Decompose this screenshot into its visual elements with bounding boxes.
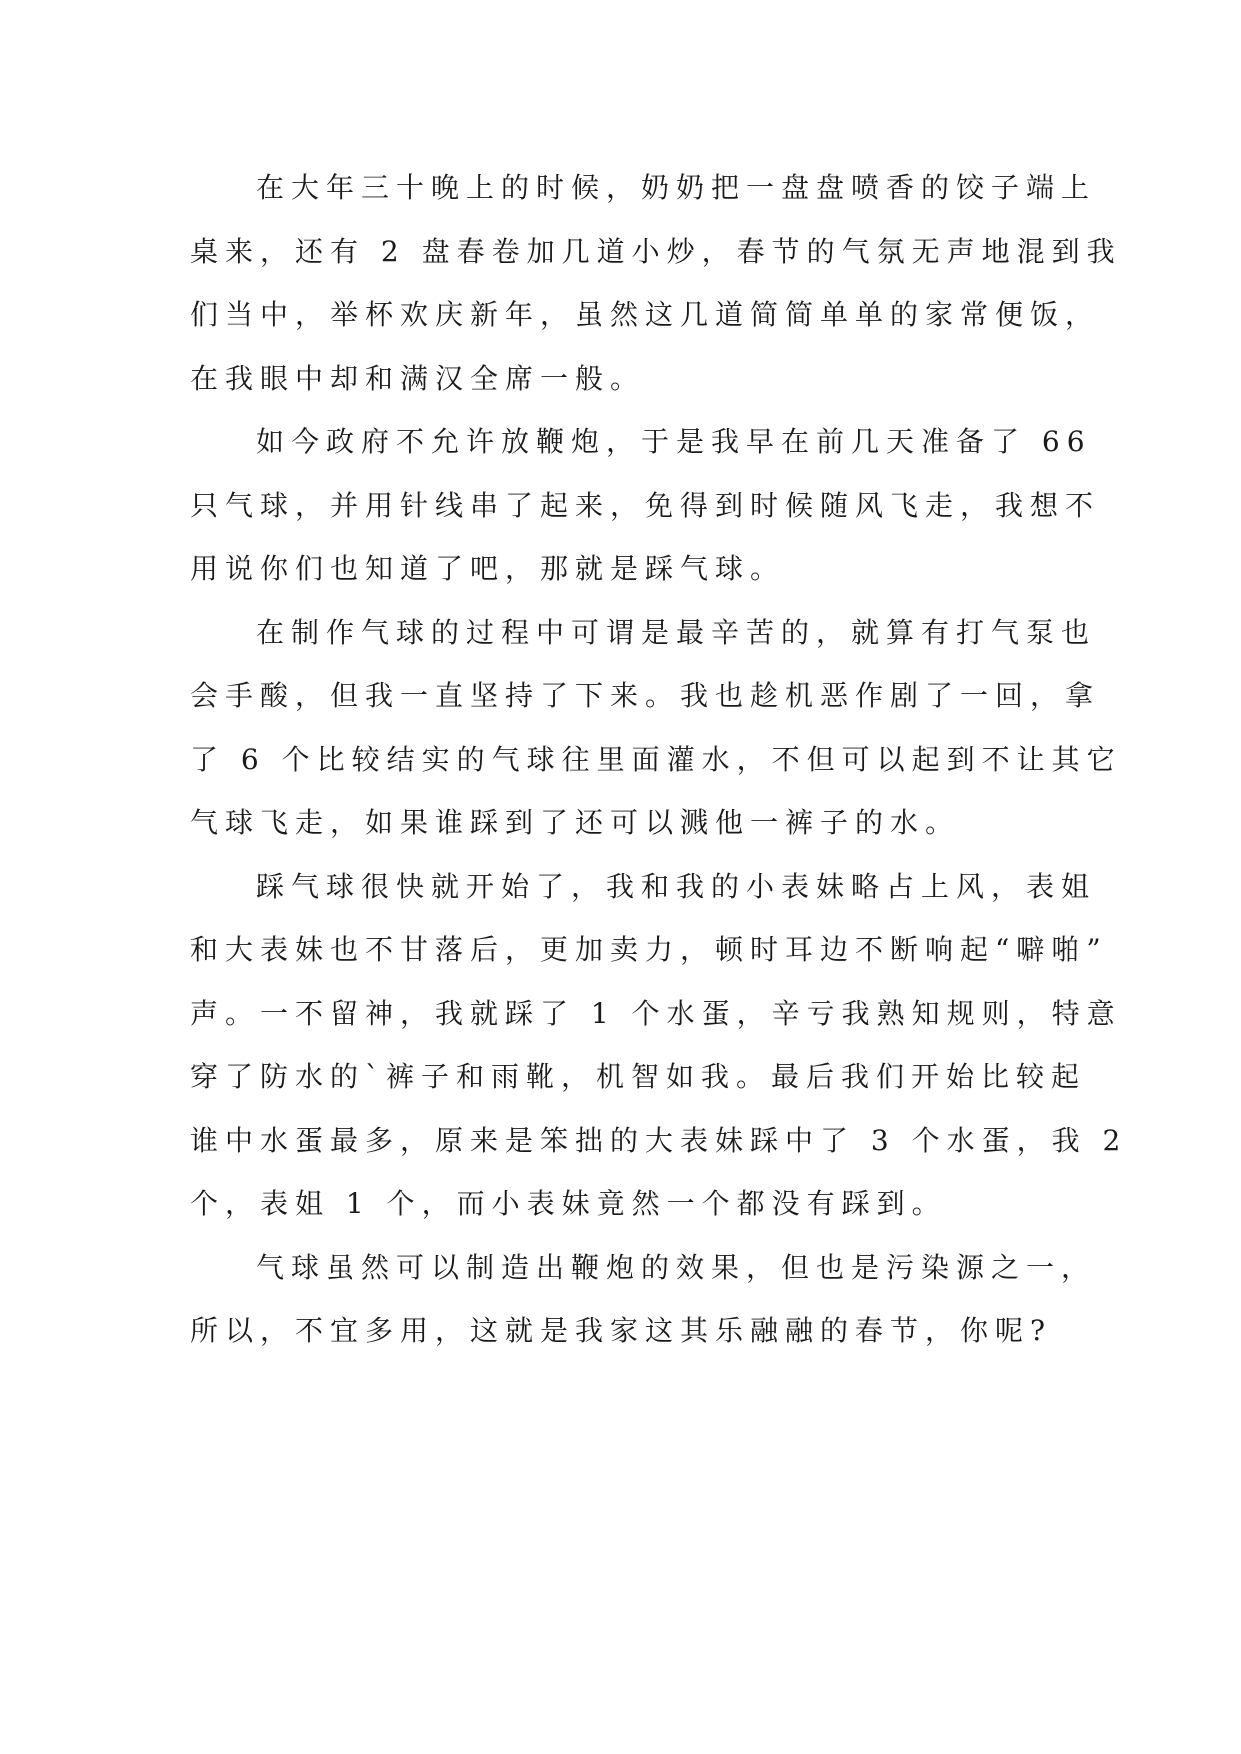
paragraph bbox=[190, 601, 1122, 855]
text-line: 气球虽然可以制造出鞭炮的效果，但也是污染源之一， bbox=[256, 1250, 1097, 1284]
text-line: 只气球，并用针线串了起来，免得到时候随风飞走，我想不 bbox=[190, 488, 1101, 522]
text-line: 用说你们也知道了吧，那就是踩气球。 bbox=[190, 552, 786, 585]
text-line: 穿了防水的`裤子和雨靴，机智如我。最后我们开始比较起 bbox=[190, 1060, 1087, 1093]
text-line: 在制作气球的过程中可谓是最辛苦的，就算有打气泵也 bbox=[256, 615, 1097, 649]
text-line: 气球飞走，如果谁踩到了还可以溅他一裤子的水。 bbox=[190, 806, 961, 839]
paragraph bbox=[190, 855, 1128, 1236]
paragraph bbox=[190, 156, 1122, 410]
text-line: 和大表妹也不甘落后，更加卖力，顿时耳边不断响起“噼啪” bbox=[190, 933, 1108, 966]
text-line: 们当中，举杯欢庆新年，虽然这几道简简单单的家常便饭， bbox=[190, 298, 1101, 331]
text-line: 所以，不宜多用，这就是我家这其乐融融的春节，你呢? bbox=[190, 1314, 1053, 1347]
paragraph bbox=[190, 410, 1101, 601]
text-line: 在我眼中却和满汉全席一般。 bbox=[190, 361, 646, 395]
paragraph bbox=[190, 1236, 1097, 1363]
text-line: 桌来，还有 2 盘春卷加几道小炒，春节的气氛无声地混到我 bbox=[190, 234, 1122, 268]
text-line: 了 6 个比较结实的气球往里面灌水，不但可以起到不让其它 bbox=[190, 742, 1122, 776]
text-line: 谁中水蛋最多，原来是笨拙的大表妹踩中了 3 个水蛋，我 2 bbox=[190, 1123, 1128, 1157]
text-line: 会手酸，但我一直坚持了下来。我也趁机恶作剧了一回，拿 bbox=[190, 679, 1101, 712]
text-line: 在大年三十晚上的时候，奶奶把一盘盘喷香的饺子端上 bbox=[256, 171, 1097, 204]
text-line: 如今政府不允许放鞭炮，于是我早在前几天准备了 66 bbox=[256, 425, 1092, 458]
document-body bbox=[190, 156, 1128, 1363]
text-line: 踩气球很快就开始了，我和我的小表妹略占上风，表姐 bbox=[256, 869, 1097, 903]
text-line: 个，表姐 1 个，而小表妹竟然一个都没有踩到。 bbox=[190, 1187, 947, 1220]
text-line: 声。一不留神，我就踩了 1 个水蛋，辛亏我熟知规则，特意 bbox=[190, 996, 1122, 1030]
